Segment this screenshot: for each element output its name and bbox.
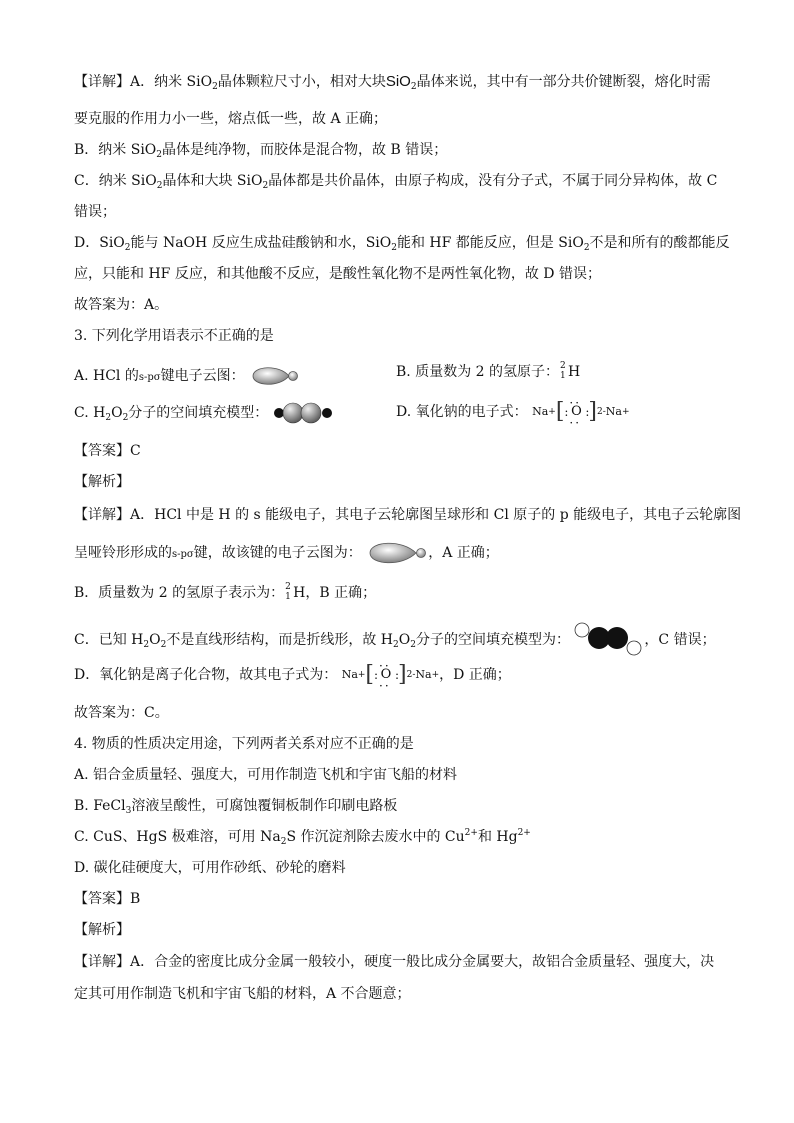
text-line: 应，只能和 HF 反应，和其他酸不反应，是酸性氧化物不是两性氧化物，故 D 错误； (74, 266, 601, 282)
text-line: C．已知 $H_2O_2$不是直线形结构，而是折线形，故 $H_2O_2$分子的空间填充模型为： ，C 错误； (74, 622, 716, 658)
text-line: 错误； (74, 204, 116, 220)
question-3-option-d: D. 氧化钠的电子式： Na + [ : ·· O ·· : ] 2- Na + (396, 401, 630, 423)
question-3-stem: 3. 下列化学用语表示不正确的是 (74, 328, 274, 344)
text-line: 【详解】A．合金的密度比成分金属一般较小，硬度一般比成分金属要大，故铝合金质量轻、强度大，决 (74, 954, 715, 970)
text-line: 【详解】A．HCl 中是 H 的 s 能级电子，其电子云轮廓图呈球形和 Cl 原子的 p 能级电子，其电子云轮廓图 (74, 507, 742, 523)
text-line: 定其可用作制造飞机和宇宙飞船的材料，A 不合题意； (74, 986, 411, 1002)
sp-sigma-cloud-icon (366, 538, 428, 568)
question-4-option-a: A. 铝合金质量轻、强度大，可用作制造飞机和宇宙飞船的材料 (74, 767, 458, 783)
text-line: D．氧化钠是离子化合物，故其电子式为： Na + [ : ·· O ·· : ] 2- Na + ，D 正确； (74, 664, 511, 686)
text-line: D．SiO$_2$能与 NaOH 反应生成盐硅酸钠和水，SiO$_2$能和 HF 都能反应，但是 SiO$_2$不是和所有的酸都能反 (74, 235, 730, 253)
text-line: 故答案为：C。 (74, 705, 169, 721)
analysis-4-heading: 【解析】 (74, 922, 130, 938)
h2o2-model-icon (273, 401, 335, 425)
text-line: 故答案为：A。 (74, 297, 169, 313)
question-4-stem: 4. 物质的性质决定用途，下列两者关系对应不正确的是 (74, 736, 414, 752)
text-line: 要克服的作用力小一些，熔点低一些，故 A 正确； (74, 111, 388, 127)
text-line: 呈哑铃形形成的s-pσ键，故该键的电子云图为： ，A 正确； (74, 538, 499, 568)
sp-sigma-cloud-icon (249, 362, 299, 390)
question-3-option-c: C. $H_2O_2$分子的空间填充模型： (74, 401, 335, 425)
text-line: 【详解】A．纳米 SiO$_2$晶体颗粒尺寸小，相对大块SiO$_2$晶体来说，其中有一部分共价键断裂，熔化时需 (74, 73, 711, 92)
question-3-option-b: B. 质量数为 2 的氢原子： 2 1 H (396, 361, 581, 381)
question-4-option-b: B. FeCl$_3$溶液呈酸性，可腐蚀覆铜板制作印刷电路板 (74, 798, 398, 816)
analysis-3-heading: 【解析】 (74, 474, 130, 490)
na2o-electron-formula: Na + [ : ·· O ·· : ] 2- Na + (532, 401, 629, 423)
answer-4: 【答案】B (74, 891, 141, 907)
question-4-option-c: C. CuS、HgS 极难溶，可用 $Na_2S$ 作沉淀剂除去废水中的 $Cu^{2+}$和 $Hg^{2+}$ (74, 828, 531, 847)
na2o-electron-formula: Na + [ : ·· O ·· : ] 2- Na + (342, 664, 439, 686)
text-line: C．纳米 SiO$_2$晶体和大块 SiO$_2$晶体都是共价晶体，由原子构成，没有分子式，不属于同分异构体，故 C (74, 173, 718, 191)
text-line: B．质量数为 2 的氢原子表示为： 2 1 H，B 正确； (74, 582, 377, 602)
question-3-option-a: A. HCl 的s-pσ键电子云图： (74, 362, 299, 390)
answer-3: 【答案】C (74, 443, 141, 459)
question-4-option-d: D. 碳化硅硬度大，可用作砂纸、砂轮的磨料 (74, 860, 346, 876)
h2o2-folded-model-icon (574, 622, 644, 658)
text-line: B．纳米 SiO$_2$晶体是纯净物，而胶体是混合物，故 B 错误； (74, 142, 448, 160)
